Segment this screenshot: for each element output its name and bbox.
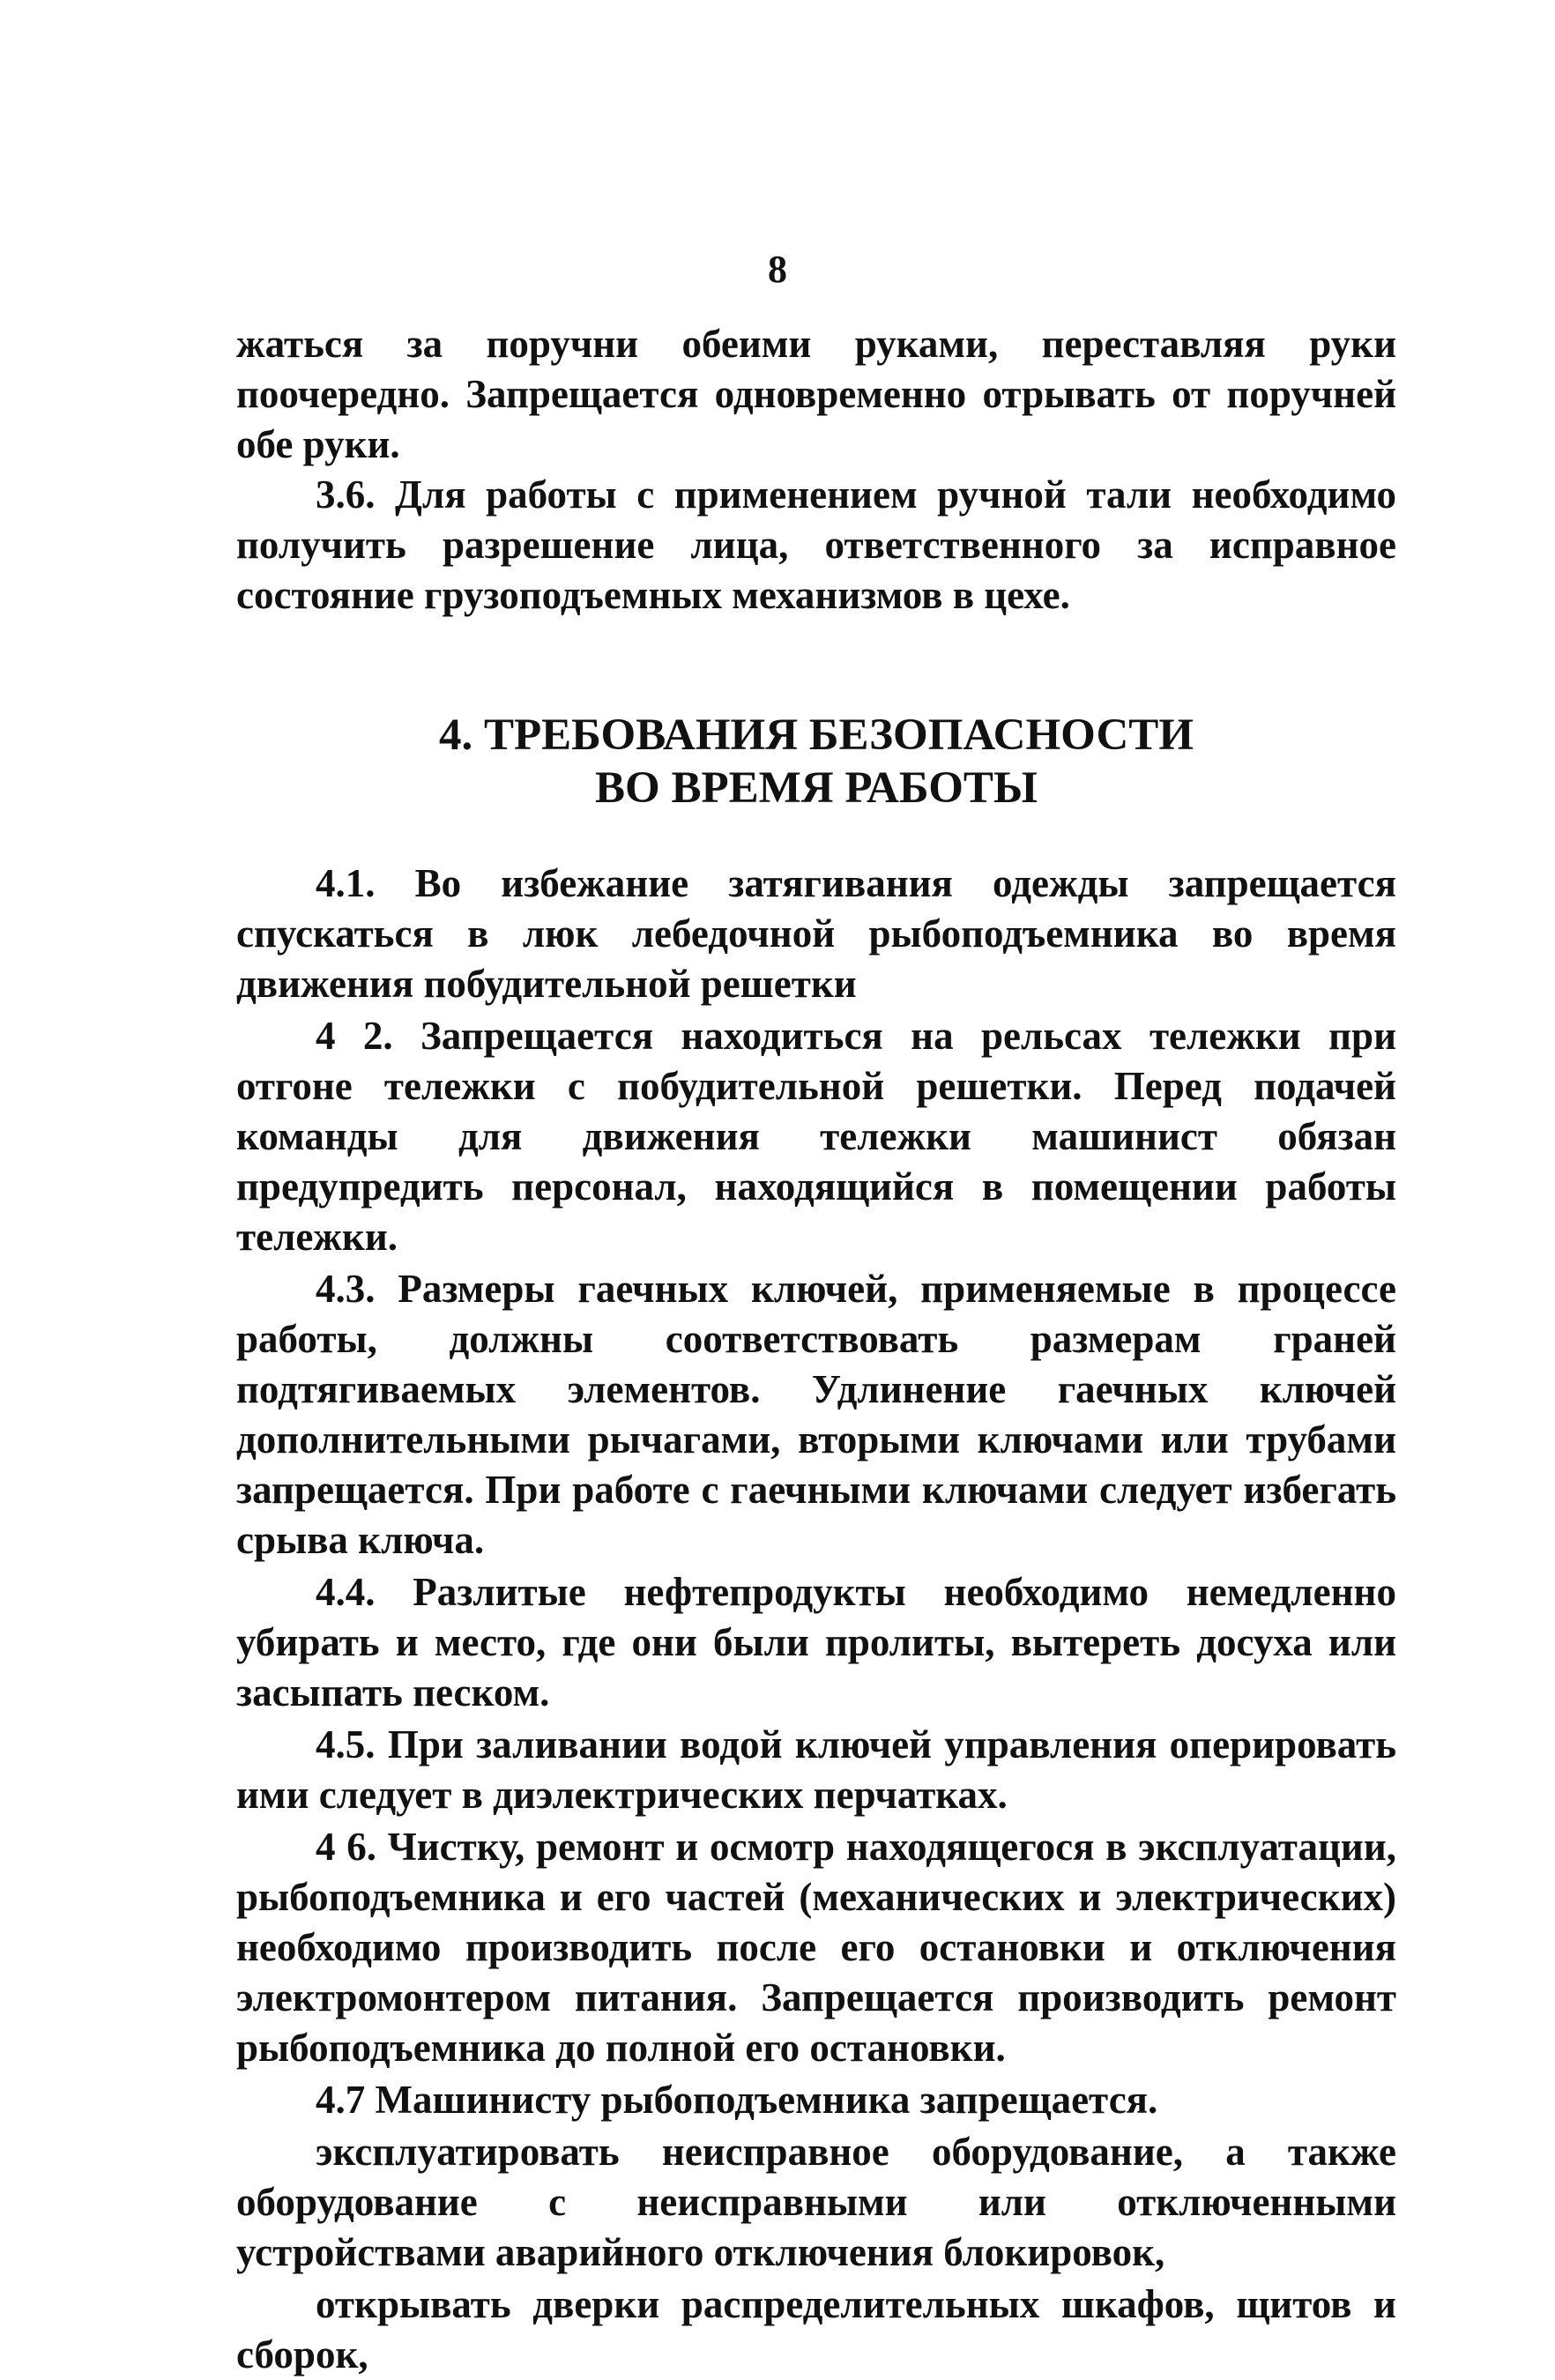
list-item-cabinets: открывать дверки распределительных шкафов, щитов и сборок,: [236, 2282, 1396, 2376]
paragraph-4-5: 4.5. При заливании водой ключей управления оперировать ими следует в диэлектрических перчатках.: [236, 1722, 1396, 1817]
section-heading-line-1: 4. ТРЕБОВАНИЯ БЕЗОПАСНОСТИ: [439, 710, 1194, 760]
paragraph-3-6: 3.6. Для работы с применением ручной тали необходимо получить разрешение лица, ответственного за исправное состояние грузоподъемных механизмов в цехе.: [236, 472, 1396, 617]
paragraph-4-6: 4 6. Чистку, ремонт и осмотр находящегося в эксплуатации, рыбоподъемника и его частей (механических и электрических) необходимо производить после его остановки и отключения электромонтером питания. Запрещается производить ремонт рыбоподъемника до полной его остановки.: [236, 1825, 1396, 2070]
list-item-equipment: эксплуатировать неисправное оборудование, а также оборудование с неисправными или отключенными устройствами аварийного отключения блокировок,: [236, 2130, 1396, 2274]
section-heading-line-2: ВО ВРЕМЯ РАБОТЫ: [595, 763, 1038, 813]
paragraph-4-2: 4 2. Запрещается находиться на рельсах тележки при отгоне тележки с побудительной решетки. Перед подачей команды для движения тележки машинист обязан предупредить персонал, находящийся в помещении работы тележки.: [236, 1014, 1396, 1259]
paragraph-4-4: 4.4. Разлитые нефтепродукты необходимо немедленно убирать и место, где они были пролиты, вытереть досуха или засыпать песком.: [236, 1570, 1396, 1714]
paragraph-4-7: 4.7 Машинисту рыбоподъемника запрещается.: [316, 2078, 1158, 2122]
page-number: 8: [768, 248, 787, 291]
paragraph-4-1: 4.1. Во избежание затягивания одежды запрещается спускаться в люк лебедочной рыбоподъемника во время движения побудительной решетки: [236, 861, 1396, 1006]
body-text: [236, 319, 1396, 2380]
paragraph-continuation: жаться за поручни обеими руками, переставляя руки поочередно. Запрещается одновременно отрывать от поручней обе руки.: [236, 322, 1396, 466]
section-heading: [236, 709, 1396, 814]
paragraph-4-3: 4.3. Размеры гаечных ключей, применяемые в процессе работы, должны соответствовать размерам граней подтягиваемых элементов. Удлинение гаечных ключей дополнительными рычагами, вторыми ключами или трубами запрещается. При работе с гаечными ключами следует избегать срыва ключа.: [236, 1267, 1396, 1562]
